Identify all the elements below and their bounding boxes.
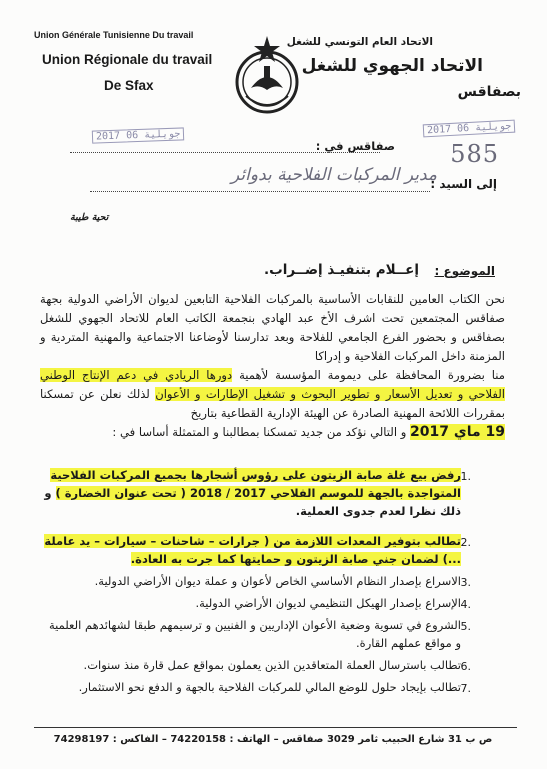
subject-text: إعــلام بتنفيـذ إضــراب. bbox=[264, 262, 419, 278]
body-paragraph-2 bbox=[40, 366, 505, 423]
subject-label: الموضوع : bbox=[434, 264, 495, 278]
recipient-label: إلى السيد : bbox=[430, 177, 497, 191]
demand-1-rest: و ذلك نظرا لعدم جدوى العملية. bbox=[44, 486, 461, 518]
demand-number-6: 6. bbox=[460, 660, 471, 673]
header-fr-regional: Union Régionale du travail bbox=[42, 52, 213, 67]
header-ar-regional: الاتحاد الجهوي للشغل bbox=[301, 56, 483, 76]
header-fr-union: Union Générale Tunisienne Du travail bbox=[34, 30, 194, 40]
date-stamp-right: 2017 جويلية 06 bbox=[422, 120, 515, 138]
body-p2-after: لذلك نعلن عن تمسكنا بمقررات اللائحة المهنية الصادرة عن الهيئة الإدارية القطاعية بتاريخ bbox=[40, 387, 505, 420]
body-paragraph-3 bbox=[40, 423, 505, 442]
demand-number-4: 4. bbox=[460, 598, 471, 611]
place-date-label: صفاقس في : bbox=[315, 139, 395, 153]
demand-item-1 bbox=[41, 466, 461, 520]
body-p3-rest: و التالي نؤكد من جديد تمسكنا بمطالبنا و المتمثلة أساسا في : bbox=[112, 425, 407, 439]
demand-item-5: الشروع في تسوية وضعية الأعوان الإداريين و الفنيين و ترسيمهم طبقا لشهائدهم العلمية و مواقع عملهم القارة. bbox=[48, 618, 461, 650]
demand-number-7: 7. bbox=[460, 682, 471, 695]
body-p2-before: منا بضرورة المحافظة على ديمومة المؤسسة لأهمية bbox=[232, 368, 505, 382]
body-p2-highlight: دورها الريادي في دعم الإنتاج الوطني الفلاحي و تعديل الأسعار و تطوير البحوث و تشغيل الإطارات و الأعوان bbox=[40, 368, 505, 401]
body-p3-date: 19 ماي 2017 bbox=[410, 424, 505, 440]
footer-address: ص ب 31 شارع الحبيب ثامر 3029 صفاقس – الهاتف : 74220158 – الفاكس : 74298197 bbox=[53, 734, 493, 745]
recipient-handwritten: مدير المركبات الفلاحية بدوائر bbox=[231, 165, 437, 185]
demand-number-1: 1. bbox=[460, 470, 471, 483]
header-ar-union: الاتحاد العام التونسي للشغل bbox=[286, 36, 433, 48]
demand-number-3: 3. bbox=[460, 576, 471, 589]
demand-number-5: 5. bbox=[460, 620, 471, 633]
recipient-dotted-line bbox=[90, 191, 430, 192]
demand-item-4: الإسراع بإصدار الهيكل التنظيمي لديوان الأراضي الدولية. bbox=[195, 596, 461, 610]
header-fr-city: De Sfax bbox=[104, 78, 154, 93]
footer-rule bbox=[34, 727, 517, 728]
demand-2-highlight: تطالب بتوفير المعدات اللازمة من ( جرارات – شاحنات – سيارات – يد عاملة ...) لضمان جني صابة الزيتون و حمايتها كما جرت به العادة. bbox=[44, 534, 461, 566]
date-dotted-line bbox=[70, 152, 380, 153]
demand-item-6: تطالب باسترسال العملة المتعاقدين الذين يعملون بمواقع عمل قارة منذ سنوات. bbox=[83, 658, 461, 672]
demand-item-3: الاسراع بإصدار النظام الأساسي الخاص لأعوان و عملة ديوان الأراضي الدولية. bbox=[94, 574, 461, 588]
demand-1-highlight: رفض بيع غلة صابة الزيتون على رؤوس أشجارها بجميع المركبات الفلاحية المتواجدة بالجهة للموسم الفلاحي 2017 / 2018 ( تحت عنوان الخضارة ) bbox=[50, 468, 461, 500]
demand-number-2: 2. bbox=[460, 536, 471, 549]
demand-item-7: تطالب بإيجاد حلول للوضع المالي للمركبات الفلاحية بالجهة و الدفع نحو الاستثمار. bbox=[78, 680, 461, 694]
reference-number: 585 bbox=[450, 140, 499, 168]
demand-item-2 bbox=[41, 532, 461, 568]
header-ar-city: بصفاقس bbox=[457, 84, 521, 100]
body-paragraph-1: نحن الكتاب العامين للنقابات الأساسية بالمركبات الفلاحية التابعين لديوان الأراضي الدولية بجهة صفاقس المجتمعين تحت اشرف الأخ عبد الهادي بنجمعة الكاتب العام للاتحاد الجهوي للشغل بصفاقس و بحضور الفرع الجامعي للفلاحة وبعد تدارسنا لأوضاعنا الاجتماعية والمهنية المتردية و المزمنة داخل المركبات الفلاحية و إدراكا bbox=[40, 292, 505, 363]
greeting: تحية طيبة bbox=[70, 212, 109, 223]
date-stamp-left: 2017 جويلية 06 bbox=[92, 127, 185, 143]
